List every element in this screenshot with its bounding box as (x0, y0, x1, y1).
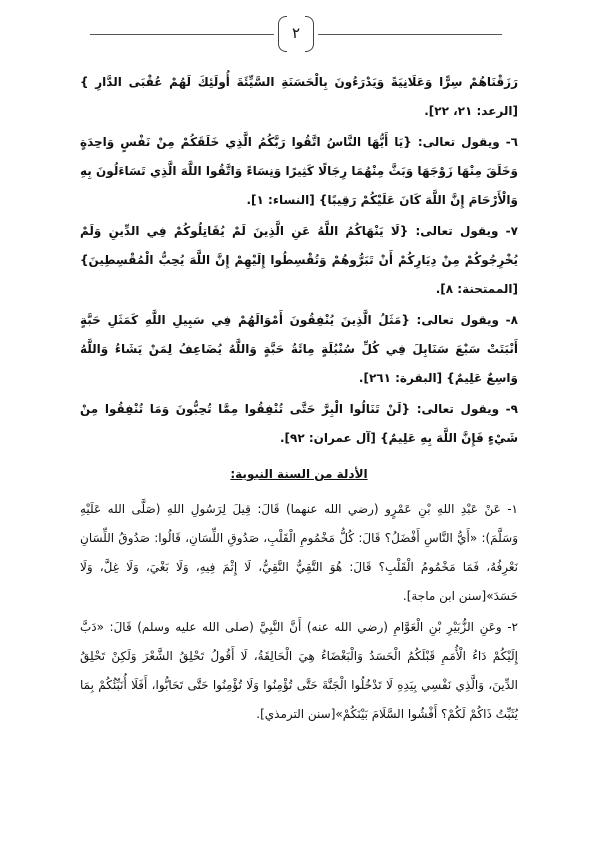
page-number-frame (278, 16, 314, 50)
section-heading: الأدلة من السنة النبوية: (230, 467, 368, 481)
quran-paragraph: ٩- ويقول تعالى: {لَنْ تَنَالُوا الْبِرَّ حَتَّى تُنْفِقُوا مِمَّا تُحِبُّونَ وَمَا تُنْفِقُوا مِنْ شَيْءٍ فَإِنَّ اللَّهَ بِهِ عَلِيمٌ} [آل عمران: ٩٢]. (80, 402, 518, 445)
quran-paragraph: رَزَقْنَاهُمْ سِرًّا وَعَلَانِيَةً وَيَدْرَءُونَ بِالْحَسَنَةِ السَّيِّئَةَ أُولَئِكَ لَهُمْ عُقْبَى الدَّارِ } [الرعد: ٢١، ٢٢]. (80, 75, 518, 118)
page-number: ٢ (291, 24, 301, 42)
quran-paragraph: ٦- ويقول تعالى: {يَا أَيُّهَا النَّاسُ اتَّقُوا رَبَّكُمُ الَّذِي خَلَقَكُمْ مِنْ نَفْسٍ وَاحِدَةٍ وَخَلَقَ مِنْهَا زَوْجَهَا وَبَثَّ مِنْهُمَا رِجَالًا كَثِيرًا وَنِسَاءً وَاتَّقُوا اللَّهَ الَّذِي تَسَاءَلُونَ بِهِ وَالْأَرْحَامَ إِنَّ اللَّهَ كَانَ عَلَيْكُمْ رَقِيبًا} [النساء: ١]. (80, 135, 518, 207)
header-rule-right (318, 34, 502, 35)
hadith-paragraph: ١- عَنْ عَبْدِ اللهِ بْنِ عَمْرٍو (رضي الله عنهما) قَالَ: قِيلَ لِرَسُولِ اللهِ (صَلَّى الله عَلَيْهِ وَسَلَّمَ): «أَيُّ النَّاسِ أَفْضَلُ؟ قَالَ: كُلُّ مَخْمُومِ الْقَلْبِ، صَدُوقِ اللِّسَانِ، قَالُوا: صَدُوقُ اللِّسَانِ نَعْرِفُهُ، فَمَا مَخْمُومُ الْقَلْبِ؟ قَالَ: هُوَ التَّقِيُّ النَّقِيُّ، لَا إِثْمَ فِيهِ، وَلَا بَغْيَ، وَلَا غِلَّ، وَلَا حَسَدَ»[سنن ابن ماجة]. (80, 502, 518, 603)
bracket-right (305, 16, 314, 52)
bracket-left (278, 16, 287, 52)
header-rule-left (90, 34, 274, 35)
quran-paragraph: ٨- ويقول تعالى: {مَثَلُ الَّذِينَ يُنْفِقُونَ أَمْوَالَهُمْ فِي سَبِيلِ اللَّهِ كَمَثَلِ حَبَّةٍ أَنْبَتَتْ سَبْعَ سَنَابِلَ فِي كُلِّ سُنْبُلَةٍ مِائَةُ حَبَّةٍ وَاللَّهُ يُضَاعِفُ لِمَنْ يَشَاءُ وَاللَّهُ وَاسِعٌ عَلِيمٌ} [البقرة: ٢٦١]. (80, 313, 518, 385)
page-header (90, 14, 502, 54)
hadith-paragraph: ٢- وعَنِ الزُّبَيْرِ بْنِ الْعَوَّامِ (رضي الله عنه) أَنَّ النَّبِيَّ (صلى الله عليه وسلم) قَالَ: «دَبَّ إِلَيْكُمْ دَاءُ الْأُمَمِ قَبْلَكُمُ الْحَسَدُ وَالْبَغْضَاءُ هِيَ الْحَالِقَةُ، لَا أَقُولُ تَحْلِقُ الشَّعْرَ وَلَكِنْ تَحْلِقُ الدِّينَ، وَالَّذِي نَفْسِي بِيَدِهِ لَا تَدْخُلُوا الْجَنَّةَ حَتَّى تُؤْمِنُوا وَلَا تُؤْمِنُوا حَتَّى تَحَابُّوا، أَفَلَا أُنَبِّئُكُمْ بِمَا يُثَبِّتُ ذَاكُمْ لَكُمْ؟ أَفْشُوا السَّلَامَ بَيْنَكُمْ»[سنن الترمذي]. (80, 620, 518, 721)
quran-paragraph: ٧- ويقول تعالى: {لَا يَنْهَاكُمُ اللَّهُ عَنِ الَّذِينَ لَمْ يُقَاتِلُوكُمْ فِي الدِّينِ وَلَمْ يُخْرِجُوكُمْ مِنْ دِيَارِكُمْ أَنْ تَبَرُّوهُمْ وَتُقْسِطُوا إِلَيْهِمْ إِنَّ اللَّهَ يُحِبُّ الْمُقْسِطِينَ} [الممتحنة: ٨]. (80, 224, 518, 296)
page-body (80, 68, 518, 731)
